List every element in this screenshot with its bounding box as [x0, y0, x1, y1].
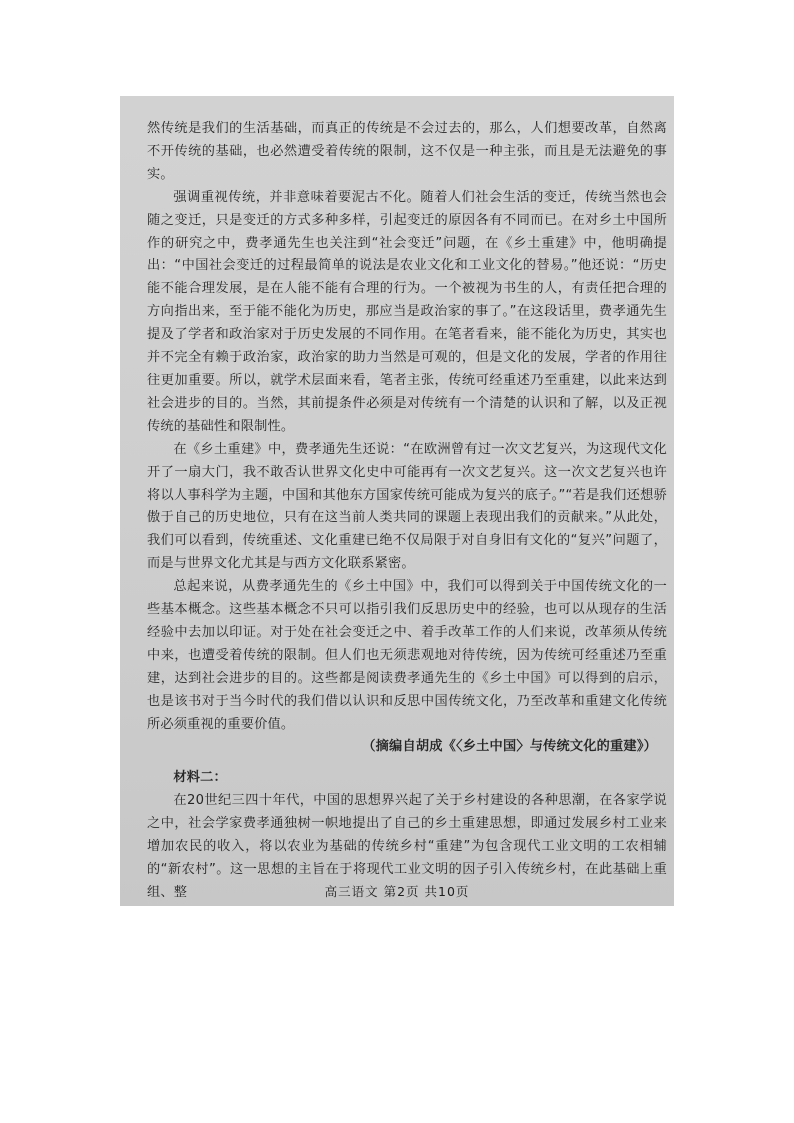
document-photo	[120, 96, 674, 906]
source-citation: （摘编自胡成《〈乡土中国〉与传统文化的重建》）	[362, 739, 657, 755]
page-footer: 高三语文 第2页 共10页	[324, 884, 470, 899]
document-body	[147, 118, 667, 905]
paragraph-tradition-change: 强调重视传统，并非意味着要泥古不化。随着人们社会生活的变迁，传统当然也会随之变迁，只是变迁的方式多种多样，引起变迁的原因各有不同而已。在对乡土中国所作的研究之中，费孝通先生也关注到“社会变迁”问题，在《乡土重建》中，他明确提出：“中国社会变迁的过程最简单的说法是农业文化和工业文化的替易。”他还说：“历史能不能合理发展，是在人能不能有合理的行为。一个被视为书生的人，有责任把合理的方向指出来，至于能不能化为历史，那应当是政治家的事了。”在这段话里，费孝通先生提及了学者和政治家对于历史发展的不同作用。在笔者看来，能不能化为历史，其实也并不完全有赖于政治家，政治家的助力当然是可观的，但是文化的发展，学者的作用往往更加重要。所以，就学术层面来看，笔者主张，传统可经重述乃至重建，以此来达到社会进步的目的。当然，其前提条件必须是对传统有一个清楚的认识和了解，以及正视传统的基础性和限制性。	[147, 189, 667, 434]
paragraph-material-two: 在20世纪三四十年代，中国的思想界兴起了关于乡村建设的各种思潮，在各家学说之中，社会学家费孝通独树一帜地提出了自己的乡土重建思想，即通过发展乡村工业来增加农民的收入，将以农业为基础的传统乡村“重建”为包含现代工业文明的工农相辅的“新农村”。这一思想的主旨在于将现代工业文明的因子引入传统乡村，在此基础上重组、整	[147, 793, 667, 900]
paragraph-continuation: 然传统是我们的生活基础，而真正的传统是不会过去的，那么，人们想要改革，自然离不开传统的基础，也必然遭受着传统的限制，这不仅是一种主张，而且是无法避免的事实。	[147, 121, 667, 182]
material-two-label: 材料二：	[173, 770, 227, 786]
paragraph-rebuilding: 在《乡土重建》中，费孝通先生还说：“在欧洲曾有过一次文艺复兴，为这现代文化开了一扇大门，我不敢否认世界文化史中可能再有一次文艺复兴。这一次文艺复兴也许将以人事科学为主题，中国和其他东方国家传统可能成为复兴的底子。”“若是我们还想骄傲于自己的历史地位，只有在这当前人类共同的课题上表现出我们的贡献来。”从此处，我们可以看到，传统重述、文化重建已绝不仅局限于对自身旧有文化的“复兴”问题了，而是与世界文化尤其是与西方文化联系紧密。	[147, 441, 667, 572]
paragraph-summary: 总起来说，从费孝通先生的《乡土中国》中，我们可以得到关于中国传统文化的一些基本概念。这些基本概念不只可以指引我们反思历史中的经验，也可以从现存的生活经验中去加以印证。对于处在社会变迁之中、着手改革工作的人们来说，改革须从传统中来，也遭受着传统的限制。但人们也无须悲观地对待传统，因为传统可经重述乃至重建，达到社会进步的目的。这些都是阅读费孝通先生的《乡土中国》可以得到的启示，也是该书对于当今时代的我们借以认识和反思中国传统文化，乃至改革和重建文化传统所必须重视的重要价值。	[147, 579, 667, 732]
